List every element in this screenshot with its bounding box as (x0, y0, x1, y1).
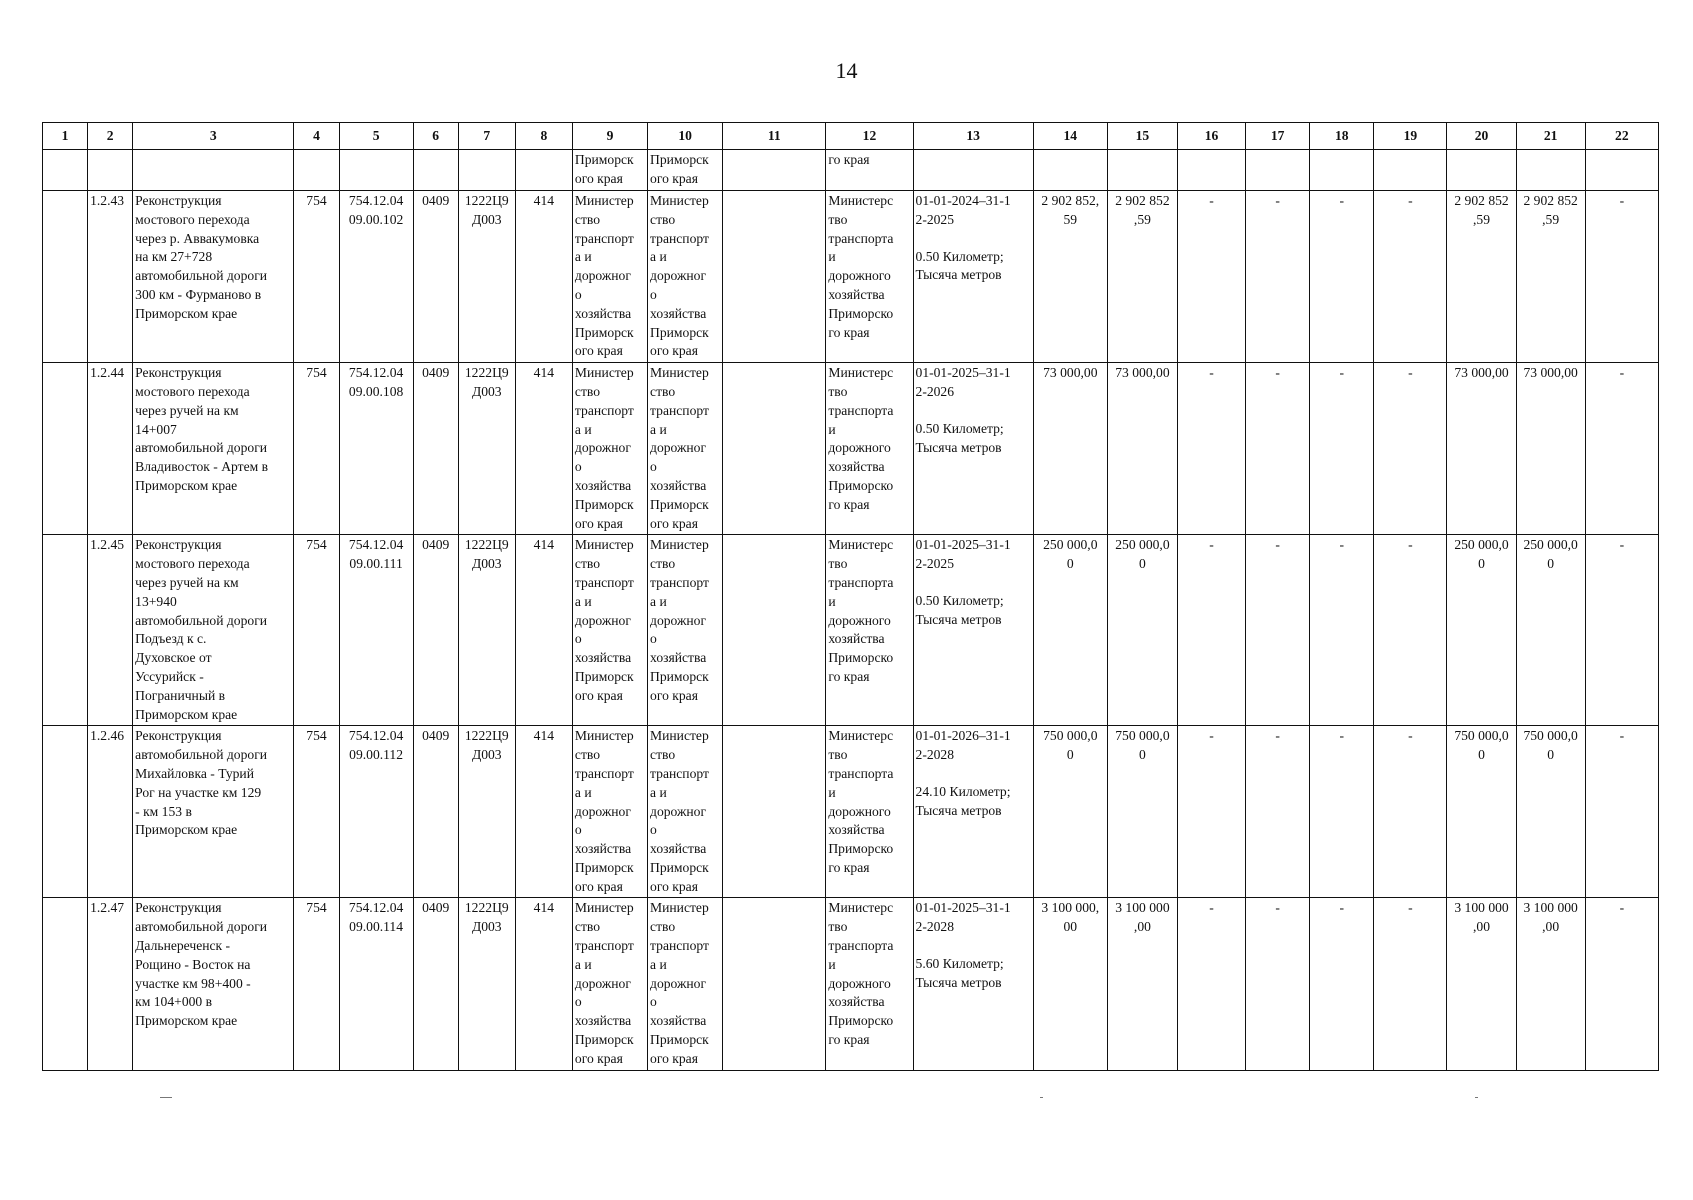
dash-cell: - (1177, 898, 1245, 1070)
amount-cell: 3 100 000 ,00 (1447, 898, 1516, 1070)
object-code-cell: 754.12.04 09.00.114 (339, 898, 413, 1070)
amount-cell: 73 000,00 (1516, 363, 1585, 535)
amount-cell: 750 000,0 0 (1516, 726, 1585, 898)
object-code-cell: 754.12.04 09.00.112 (339, 726, 413, 898)
target-item-cell: 1222Ц9 Д003 (458, 535, 515, 726)
object-code-cell: 754.12.04 09.00.111 (339, 535, 413, 726)
section-code-cell: 0409 (413, 535, 458, 726)
section-code-cell: 0409 (413, 898, 458, 1070)
gr-code-cell: 754 (294, 535, 339, 726)
dash-cell: - (1374, 191, 1447, 363)
col-header: 22 (1585, 123, 1658, 150)
target-item-cell: 1222Ц9 Д003 (458, 726, 515, 898)
dash-cell: - (1374, 363, 1447, 535)
footer-rule (160, 1097, 172, 1098)
measure-text: 0.50 Километр; Тысяча метров (915, 248, 1004, 283)
dash-cell: - (1310, 535, 1374, 726)
amount-cell: 73 000,00 (1107, 363, 1177, 535)
col-header: 6 (413, 123, 458, 150)
section-code-cell: 0409 (413, 191, 458, 363)
expense-type-cell: 414 (515, 898, 572, 1070)
executor-cell: Министер ство транспорт а и дорожног о хозяйства Приморск ого края (648, 535, 723, 726)
customer-cell: Министерс тво транспорта и дорожного хозяйства Приморско го края (826, 535, 913, 726)
blank-cell (43, 898, 88, 1070)
amount-cell: 3 100 000 ,00 (1107, 898, 1177, 1070)
measure-text: 0.50 Километр; Тысяча метров (915, 592, 1004, 627)
period-measure-cell (913, 898, 1033, 1070)
amount-cell: 750 000,0 0 (1447, 726, 1516, 898)
blank-cell (43, 363, 88, 535)
customer-cell: Министерс тво транспорта и дорожного хозяйства Приморско го края (826, 726, 913, 898)
responsible-cell: Министер ство транспорт а и дорожног о хозяйства Приморск ого края (572, 363, 647, 535)
object-code-cell: 754.12.04 09.00.108 (339, 363, 413, 535)
dash-cell: - (1246, 363, 1310, 535)
col-header: 11 (723, 123, 826, 150)
object-name-cell: Реконструкция автомобильной дороги Дальнереченск - Рощино - Восток на участке км 98+400 - км 104+000 в Приморском крае (133, 898, 294, 1070)
col-header: 1 (43, 123, 88, 150)
expense-type-cell: 414 (515, 726, 572, 898)
blank-cell (43, 726, 88, 898)
table-row (43, 191, 1659, 363)
empty-cell (723, 363, 826, 535)
expense-type-cell: 414 (515, 191, 572, 363)
col-header: 7 (458, 123, 515, 150)
target-item-cell: 1222Ц9 Д003 (458, 191, 515, 363)
col-header: 18 (1310, 123, 1374, 150)
table-row (43, 898, 1659, 1070)
amount-total-cell: 250 000,0 0 (1033, 535, 1107, 726)
responsible-cell: Министер ство транспорт а и дорожног о хозяйства Приморск ого края (572, 191, 647, 363)
dash-cell: - (1585, 363, 1658, 535)
gr-code-cell: 754 (294, 726, 339, 898)
col-header: 16 (1177, 123, 1245, 150)
dash-cell: - (1310, 363, 1374, 535)
data-table (42, 122, 1659, 1071)
period-text: 01-01-2024–31-1 2-2025 (915, 193, 1011, 227)
row-number-cell: 1.2.44 (88, 363, 133, 535)
amount-total-cell: 73 000,00 (1033, 363, 1107, 535)
table-row (43, 535, 1659, 726)
dash-cell: - (1374, 898, 1447, 1070)
period-measure-cell (913, 191, 1033, 363)
customer-cell: Министерс тво транспорта и дорожного хозяйства Приморско го края (826, 363, 913, 535)
col-header: 13 (913, 123, 1033, 150)
dash-cell: - (1374, 535, 1447, 726)
row-number-cell: 1.2.43 (88, 191, 133, 363)
period-text: 01-01-2025–31-1 2-2026 (915, 365, 1011, 399)
amount-cell: 73 000,00 (1447, 363, 1516, 535)
blank-cell (43, 535, 88, 726)
executor-cell: Министер ство транспорт а и дорожног о хозяйства Приморск ого края (648, 898, 723, 1070)
col-header: 9 (572, 123, 647, 150)
executor-cell: Министер ство транспорт а и дорожног о хозяйства Приморск ого края (648, 191, 723, 363)
dash-cell: - (1246, 535, 1310, 726)
amount-cell: 750 000,0 0 (1107, 726, 1177, 898)
customer-cell: го края (826, 150, 913, 191)
period-text: 01-01-2025–31-1 2-2028 (915, 900, 1011, 935)
dash-cell: - (1177, 726, 1245, 898)
amount-total-cell: 750 000,0 0 (1033, 726, 1107, 898)
period-measure-cell (913, 363, 1033, 535)
empty-cell (723, 898, 826, 1070)
col-header: 15 (1107, 123, 1177, 150)
executor-cell: Министер ство транспорт а и дорожног о хозяйства Приморск ого края (648, 363, 723, 535)
col-header: 12 (826, 123, 913, 150)
header-row (43, 123, 1659, 150)
amount-total-cell: 2 902 852, 59 (1033, 191, 1107, 363)
empty-cell (723, 535, 826, 726)
amount-cell: 2 902 852 ,59 (1516, 191, 1585, 363)
amount-cell: 250 000,0 0 (1107, 535, 1177, 726)
table-row (43, 363, 1659, 535)
object-name-cell: Реконструкция мостового перехода через ручей на км 14+007 автомобильной дороги Владивосток - Артем в Приморском крае (133, 363, 294, 535)
footer-rule (1040, 1097, 1043, 1098)
customer-cell: Министерс тво транспорта и дорожного хозяйства Приморско го края (826, 191, 913, 363)
amount-total-cell: 3 100 000, 00 (1033, 898, 1107, 1070)
col-header: 5 (339, 123, 413, 150)
executor-cell: Приморск ого края (648, 150, 723, 191)
col-header: 17 (1246, 123, 1310, 150)
col-header: 14 (1033, 123, 1107, 150)
target-item-cell: 1222Ц9 Д003 (458, 898, 515, 1070)
gr-code-cell: 754 (294, 898, 339, 1070)
empty-cell (723, 191, 826, 363)
expense-type-cell: 414 (515, 535, 572, 726)
col-header: 3 (133, 123, 294, 150)
amount-cell: 2 902 852 ,59 (1107, 191, 1177, 363)
footer-rule (1475, 1097, 1478, 1098)
col-header: 10 (648, 123, 723, 150)
dash-cell: - (1585, 535, 1658, 726)
col-header: 19 (1374, 123, 1447, 150)
responsible-cell: Министер ство транспорт а и дорожног о хозяйства Приморск ого края (572, 535, 647, 726)
row-number-cell: 1.2.47 (88, 898, 133, 1070)
object-name-cell: Реконструкция мостового перехода через ручей на км 13+940 автомобильной дороги Подъезд к с. Духовское от Уссурийск - Пограничный в Приморском крае (133, 535, 294, 726)
row-number-cell: 1.2.46 (88, 726, 133, 898)
period-measure-cell (913, 535, 1033, 726)
measure-text: 0.50 Километр; Тысяча метров (915, 420, 1004, 455)
col-header: 21 (1516, 123, 1585, 150)
col-header: 20 (1447, 123, 1516, 150)
dash-cell: - (1177, 535, 1245, 726)
dash-cell: - (1246, 191, 1310, 363)
executor-cell: Министер ство транспорт а и дорожног о хозяйства Приморск ого края (648, 726, 723, 898)
table-row (43, 726, 1659, 898)
section-code-cell: 0409 (413, 726, 458, 898)
page-number: 14 (835, 58, 858, 83)
dash-cell: - (1374, 726, 1447, 898)
col-header: 8 (515, 123, 572, 150)
dash-cell: - (1246, 898, 1310, 1070)
row-number-cell: 1.2.45 (88, 535, 133, 726)
object-code-cell: 754.12.04 09.00.102 (339, 191, 413, 363)
col-header: 2 (88, 123, 133, 150)
dash-cell: - (1310, 191, 1374, 363)
blank-cell (43, 191, 88, 363)
amount-cell: 3 100 000 ,00 (1516, 898, 1585, 1070)
object-name-cell: Реконструкция мостового перехода через р. Аввакумовка на км 27+728 автомобильной дороги 300 км - Фурманово в Приморском крае (133, 191, 294, 363)
period-text: 01-01-2026–31-1 2-2028 (915, 728, 1011, 763)
period-measure-cell (913, 726, 1033, 898)
continuation-row (43, 150, 1659, 191)
target-item-cell: 1222Ц9 Д003 (458, 363, 515, 535)
amount-cell: 2 902 852 ,59 (1447, 191, 1516, 363)
dash-cell: - (1310, 726, 1374, 898)
empty-cell (723, 726, 826, 898)
dash-cell: - (1585, 898, 1658, 1070)
dash-cell: - (1585, 726, 1658, 898)
measure-text: 24.10 Километр; Тысяча метров (915, 783, 1011, 818)
object-name-cell: Реконструкция автомобильной дороги Михайловка - Турий Рог на участке км 129 - км 153 в Приморском крае (133, 726, 294, 898)
gr-code-cell: 754 (294, 191, 339, 363)
col-header: 4 (294, 123, 339, 150)
amount-cell: 250 000,0 0 (1447, 535, 1516, 726)
measure-text: 5.60 Километр; Тысяча метров (915, 956, 1004, 990)
responsible-cell: Министер ство транспорт а и дорожног о хозяйства Приморск ого края (572, 726, 647, 898)
dash-cell: - (1177, 363, 1245, 535)
responsible-cell: Министер ство транспорт а и дорожног о хозяйства Приморск ого края (572, 898, 647, 1070)
dash-cell: - (1310, 898, 1374, 1070)
expense-type-cell: 414 (515, 363, 572, 535)
dash-cell: - (1585, 191, 1658, 363)
gr-code-cell: 754 (294, 363, 339, 535)
responsible-cell: Приморск ого края (572, 150, 647, 191)
customer-cell: Министерс тво транспорта и дорожного хозяйства Приморско го края (826, 898, 913, 1070)
amount-cell: 250 000,0 0 (1516, 535, 1585, 726)
period-text: 01-01-2025–31-1 2-2025 (915, 537, 1011, 572)
section-code-cell: 0409 (413, 363, 458, 535)
dash-cell: - (1177, 191, 1245, 363)
dash-cell: - (1246, 726, 1310, 898)
